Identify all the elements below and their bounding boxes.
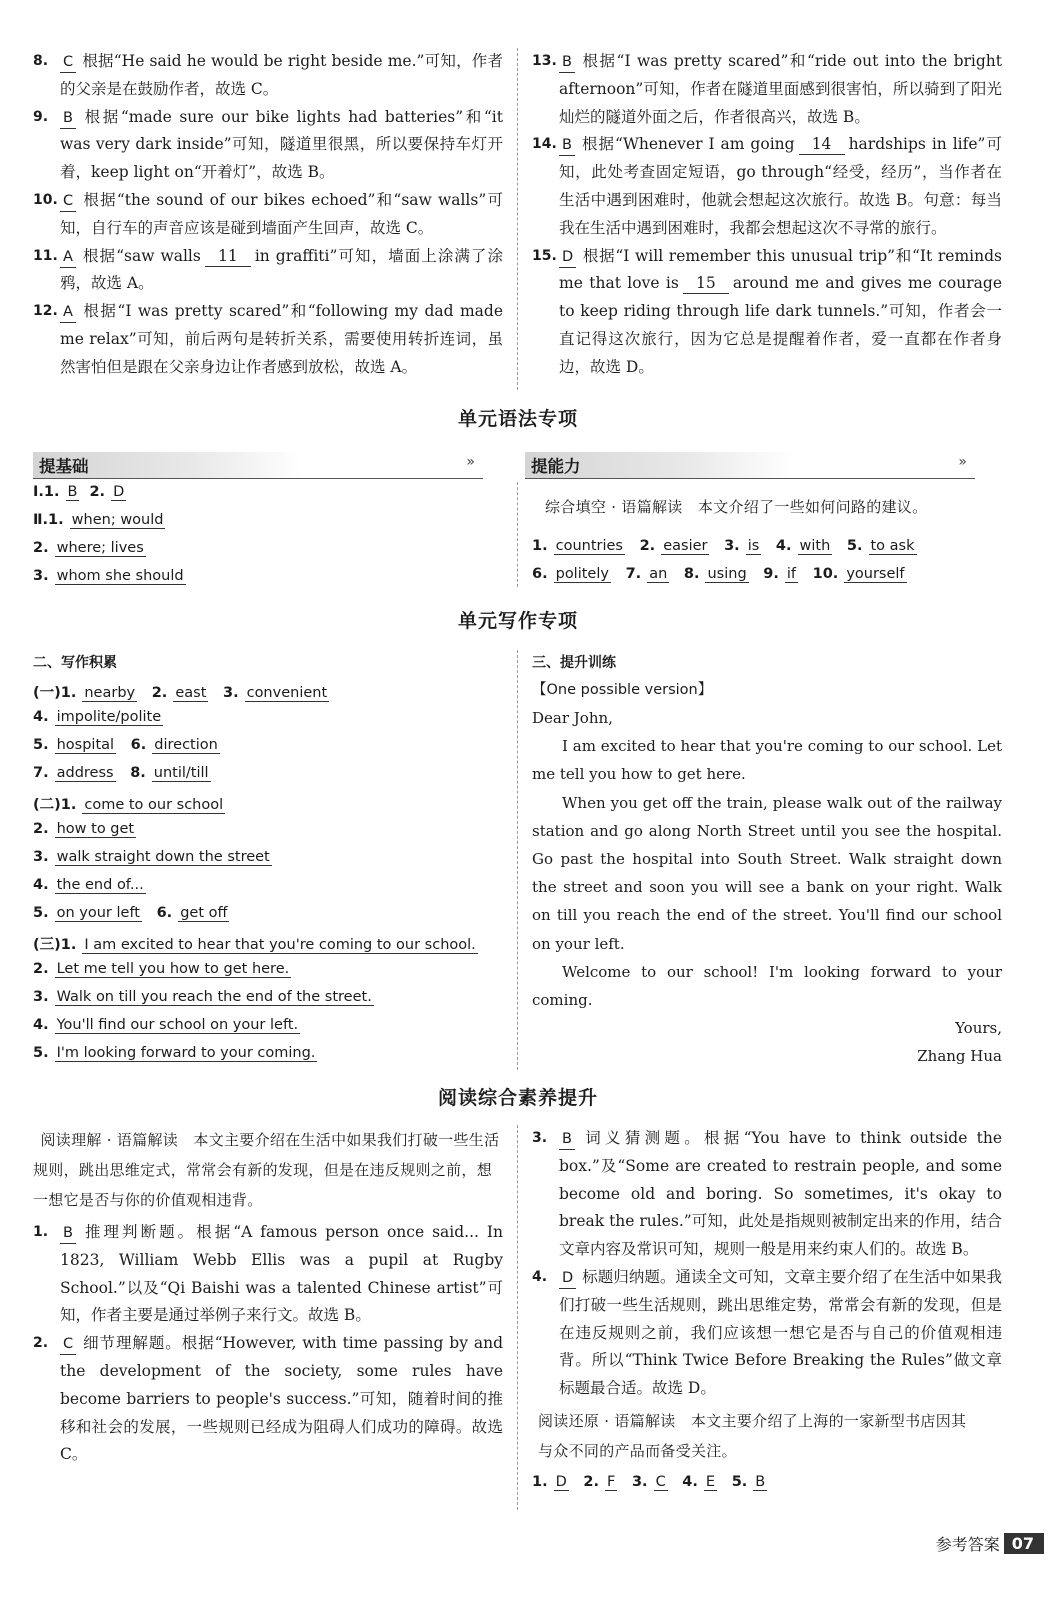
top-column-divider: [517, 48, 518, 390]
answer-text: walk straight down the street: [56, 849, 270, 865]
answer-item-14: [532, 131, 1002, 242]
item-number: 3.: [33, 849, 49, 865]
sample-letter: [532, 704, 1002, 1071]
item-number: 13.: [532, 53, 557, 69]
item-number: 3.: [724, 538, 740, 554]
writing-row-2: [33, 709, 173, 725]
writing-row-9: [33, 905, 239, 921]
chevron-right-icon: »: [466, 454, 475, 470]
answer-text: yourself: [846, 566, 905, 582]
answer-letter: F: [607, 1474, 616, 1490]
answer-text: if: [786, 566, 797, 582]
writing-row-12: [33, 989, 384, 1005]
answer-text: address: [56, 765, 114, 781]
item-number: 7.: [33, 765, 49, 781]
top-right-column: [532, 48, 1002, 382]
item-number: Ⅰ.1.: [33, 484, 60, 500]
item-number: 2.: [89, 484, 106, 500]
writing-row-7: [33, 849, 282, 865]
item-number: 3.: [222, 685, 239, 701]
explanation-text: 根据“I will remember this unusual trip”和“It reminds me that love is: [559, 246, 1002, 293]
item-number: 8.: [130, 765, 146, 781]
item-number: 2.: [639, 538, 656, 554]
page-number: 07: [1004, 1533, 1044, 1554]
item-number: 2.: [33, 540, 49, 556]
answer-item-15: [532, 243, 1002, 382]
grammar-basic-row-4: [33, 568, 196, 584]
item-number: 2.: [33, 1335, 49, 1352]
writing-row-13: [33, 1017, 310, 1033]
item-number: 8.: [33, 53, 49, 69]
explanation-text: 标题归纳题。通读全文可知，文章主要介绍了在生活中如果我们打破一些生活规则，跳出思维定势，常常会有新的发现，但是在违反规则之前，我们应该想一想它是否与自己的价值观相违背。所以“Think Twice Before Breaking the Rules”做文章标题最合适。故选 D。: [559, 1267, 1002, 1398]
blank-number: 14: [799, 134, 845, 155]
writing-row-6: [33, 821, 146, 837]
grammar-column-divider: [517, 482, 518, 587]
item-number: 3.: [532, 1130, 548, 1146]
answer-letter: A: [60, 302, 76, 323]
item-number: (二)1.: [33, 797, 77, 813]
page-footer: [936, 1532, 1044, 1555]
answer-text: how to get: [56, 821, 135, 837]
answer-text: get off: [180, 905, 228, 921]
explanation-text: in graffiti”可知，墙面上涂满了涂鸦，故选 A。: [60, 246, 503, 293]
item-number: 4.: [33, 1017, 49, 1033]
answer-letter: C: [655, 1474, 666, 1490]
answer-letter: B: [60, 108, 76, 129]
explanation-text: 词义猜测题。根据“You have to think outside the box.”及“Some are created to restrain people, and some become old and boring. So sometimes, it's okay to break the rules.”可知，此处是指规则被制定出来的作用，结合文章内容及常识可知，规则一般是用来约束人们的。故选 B。: [559, 1129, 1002, 1259]
answer-letter: C: [60, 1334, 76, 1355]
answer-text: convenient: [246, 685, 328, 701]
answer-letter: E: [705, 1474, 716, 1490]
item-number: 4.: [775, 538, 792, 554]
item-number: Ⅱ.1.: [33, 512, 64, 528]
reading-restore-answers: [532, 1474, 777, 1490]
grammar-basic-row-2: [33, 512, 175, 528]
item-number: 1.: [33, 1224, 49, 1240]
reading-restore-intro: 阅读还原 · 语篇解读 本文主要介绍了上海的一家新型书店因其与众不同的产品而备受关注。: [538, 1412, 967, 1460]
item-number: 10.: [812, 566, 839, 582]
answer-letter: C: [60, 191, 76, 212]
reading-section-title: 阅读综合素养提升: [437, 1087, 598, 1109]
letter-greeting: Dear John,: [532, 709, 613, 727]
item-number: 6.: [532, 566, 548, 582]
ability-band: [525, 452, 975, 479]
answer-item-9: [33, 104, 503, 187]
item-number: 12.: [33, 303, 58, 320]
reading-intro: 阅读理解 · 语篇解读 本文主要介绍在生活中如果我们打破一些生活规则，跳出思维定式，常常会有新的发现，但是在违反规则之前，想一想它是否与你的价值观相违背。: [33, 1131, 500, 1209]
answer-text: until/till: [153, 765, 209, 781]
explanation-text: 细节理解题。根据“However, with time passing by and the development of the society, some rules have become barriers to people's success.”可知，随着时间的推移和社会的发展，一些规则已经成为阻碍人们成功的障碍。故选 C。: [60, 1334, 503, 1464]
item-number: 2.: [33, 821, 49, 837]
item-number: 1.: [532, 1474, 548, 1490]
blank-number: 15: [683, 273, 729, 294]
answer-text: to ask: [870, 538, 915, 554]
answer-letter: D: [559, 1268, 576, 1289]
writing-accumulation-heading: 二、写作积累: [33, 655, 117, 671]
answer-text: Let me tell you how to get here.: [56, 961, 290, 977]
reading-item-2: [33, 1330, 503, 1469]
item-number: 1.: [532, 538, 548, 554]
basic-band-label: 提基础: [39, 457, 89, 476]
item-number: 5.: [33, 1045, 49, 1061]
answer-text: with: [799, 538, 831, 554]
answer-letter: D: [113, 484, 125, 500]
item-number: 10.: [33, 191, 58, 208]
item-number: 3.: [33, 989, 49, 1005]
answer-text: impolite/polite: [56, 709, 162, 725]
answer-text: Walk on till you reach the end of the street.: [56, 989, 372, 1005]
answer-item-11: [33, 243, 503, 299]
grammar-basic-row-1: [33, 484, 136, 500]
item-number: 4.: [682, 1474, 698, 1490]
answer-letter: D: [559, 247, 576, 268]
grammar-basic-row-3: [33, 540, 156, 556]
item-number: (一)1.: [33, 685, 77, 701]
item-number: 7.: [625, 566, 642, 582]
answer-text: on your left: [56, 905, 140, 921]
writing-row-1: [33, 681, 339, 702]
answer-text: I am excited to hear that you're coming to our school.: [84, 937, 476, 953]
reading-item-1: [33, 1219, 503, 1330]
writing-row-5: [33, 793, 235, 814]
answer-text: politely: [555, 566, 609, 582]
item-number: 5.: [731, 1474, 748, 1490]
writing-row-4: [33, 765, 221, 781]
answer-text: countries: [555, 538, 623, 554]
writing-row-8: [33, 877, 156, 893]
item-number: 2.: [583, 1474, 599, 1490]
top-left-column: [33, 48, 503, 382]
item-number: 4.: [33, 709, 49, 725]
writing-training-heading: 三、提升训练: [532, 655, 616, 671]
explanation-text: around me and gives me courage to keep riding through life dark tunnels.”可知，作者会一直记得这次旅行，因为它总是提醒着作者，爱一直都在作者身边，故选 D。: [559, 274, 1002, 376]
writing-row-11: [33, 961, 301, 977]
reading-item-3: [532, 1125, 1002, 1264]
writing-section-title: 单元写作专项: [457, 610, 578, 632]
letter-paragraph-3: Welcome to our school! I'm looking forward to your coming.: [532, 962, 1002, 1010]
footer-label: 参考答案: [935, 1535, 1000, 1554]
answer-text: hospital: [56, 737, 115, 753]
letter-paragraph-1: I am excited to hear that you're coming to our school. Let me tell you how to get here.: [532, 737, 1002, 784]
item-number: 11.: [33, 247, 58, 264]
item-number: 15.: [532, 247, 557, 264]
grammar-ability-row-1: [532, 538, 927, 554]
item-number: 3.: [631, 1474, 648, 1490]
grammar-ability-row-2: [532, 566, 917, 582]
writing-column-divider: [517, 650, 518, 1070]
item-number: 5.: [33, 905, 49, 921]
reading-column-divider: [517, 1125, 518, 1510]
answer-item-13: [532, 48, 1002, 131]
explanation-text: 根据“the sound of our bikes echoed”和“saw walls”可知，自行车的声音应该是碰到墙面产生回声，故选 C。: [60, 190, 503, 237]
grammar-section-title: 单元语法专项: [457, 408, 578, 430]
blank-number: 11: [205, 246, 251, 267]
item-number: 4.: [33, 877, 49, 893]
writing-row-14: [33, 1045, 327, 1061]
reading-item-4: [532, 1264, 1002, 1403]
explanation-text: 根据“saw walls: [81, 246, 201, 265]
answer-letter: A: [60, 247, 76, 268]
item-number: 6.: [130, 737, 147, 753]
answer-text: where; lives: [56, 540, 144, 556]
explanation-text: 根据“He said he would be right beside me.”可知，作者的父亲是在鼓励作者，故选 C。: [60, 52, 503, 98]
answer-item-8: [33, 48, 503, 104]
answer-letter: B: [60, 1223, 76, 1244]
answer-item-12: [33, 298, 503, 381]
item-number: 2.: [151, 685, 168, 701]
item-number: 8.: [683, 566, 700, 582]
item-number: 2.: [33, 961, 49, 977]
explanation-text: 根据“Whenever I am going: [580, 135, 795, 154]
item-number: 9.: [33, 108, 49, 125]
item-number: 9.: [763, 566, 779, 582]
explanation-text: 根据“I was pretty scared”和“ride out into the bright afternoon”可知，作者在隧道里面感到很害怕，所以骑到了阳光灿烂的隧道外面之后，作者很高兴，故选 B。: [559, 52, 1002, 126]
answer-letter: B: [559, 52, 575, 73]
answer-letter: C: [60, 52, 76, 73]
answer-text: direction: [154, 737, 218, 753]
answer-text: come to our school: [84, 797, 224, 813]
item-number: 3.: [33, 568, 49, 584]
answer-text: when; would: [71, 512, 164, 528]
letter-signature: Zhang Hua: [917, 1047, 1002, 1066]
item-number: 4.: [532, 1268, 548, 1285]
writing-row-3: [33, 737, 230, 753]
answer-text: whom she should: [56, 568, 184, 584]
reading-right-column: [532, 1125, 1002, 1403]
explanation-text: 根据“made sure our bike lights had batteries”和“it was very dark inside”可知，隧道里很黑，所以要保持车灯开着，keep light on“开着灯”，故选 B。: [60, 107, 503, 182]
answer-letter: B: [67, 484, 78, 500]
writing-row-10: [33, 933, 488, 954]
answer-text: east: [175, 685, 207, 701]
item-number: 5.: [846, 538, 863, 554]
basic-band: [33, 452, 483, 479]
answer-text: You'll find our school on your left.: [56, 1017, 299, 1033]
letter-closing: Yours,: [955, 1019, 1002, 1038]
item-number: 14.: [532, 136, 557, 153]
answer-letter: B: [559, 1129, 575, 1150]
letter-paragraph-2: When you get off the train, please walk out of the railway station and go along North Street until you see the hospital. Go past the hospital into South Street. Walk straight down the street and soon you will see a bank on your right. Walk on till you reach the end of the street. You'll find our school on your left.: [532, 793, 1002, 953]
item-number: 5.: [33, 737, 49, 753]
answer-text: is: [747, 538, 760, 554]
explanation-text: hardships in life”可知，此处考查固定短语，go through“经受，经历”，当作者在生活中遇到困难时，他就会想起这次旅行。故选 B。句意：每当我在生活中遇到困难时，我都会想起这次不寻常的旅行。: [559, 135, 1002, 237]
answer-text: an: [649, 566, 668, 582]
chevron-right-icon: »: [958, 454, 967, 470]
grammar-ability-intro: 综合填空 · 语篇解读 本文介绍了一些如何问路的建议。: [545, 498, 928, 516]
answer-text: nearby: [84, 685, 136, 701]
answer-text: easier: [663, 538, 708, 554]
explanation-text: 推理判断题。根据“A famous person once said... In 1823, William Webb Ellis was a pupil at Rugby School.”以及“Qi Baishi was a talented Chinese artist”可知，作者主要是通过举例子来行文。故选 B。: [60, 1223, 503, 1325]
answer-letter: B: [559, 135, 575, 156]
item-number: 6.: [156, 905, 173, 921]
explanation-text: 根据“I was pretty scared”和“following my dad made me relax”可知，前后两句是转折关系，需要使用转折连词，虽然害怕但是跟在父亲身边让作者感到放松，故选 A。: [60, 302, 503, 376]
item-number: (三)1.: [33, 937, 77, 953]
answer-item-10: [33, 187, 503, 243]
answer-text: the end of...: [56, 877, 144, 893]
answer-letter: B: [755, 1474, 766, 1490]
reading-left-column: [33, 1125, 503, 1469]
answer-text: I'm looking forward to your coming.: [56, 1045, 316, 1061]
answer-letter: D: [555, 1474, 567, 1490]
answer-text: using: [707, 566, 747, 582]
ability-band-label: 提能力: [531, 457, 581, 476]
possible-version-label: 【One possible version】: [532, 682, 713, 698]
